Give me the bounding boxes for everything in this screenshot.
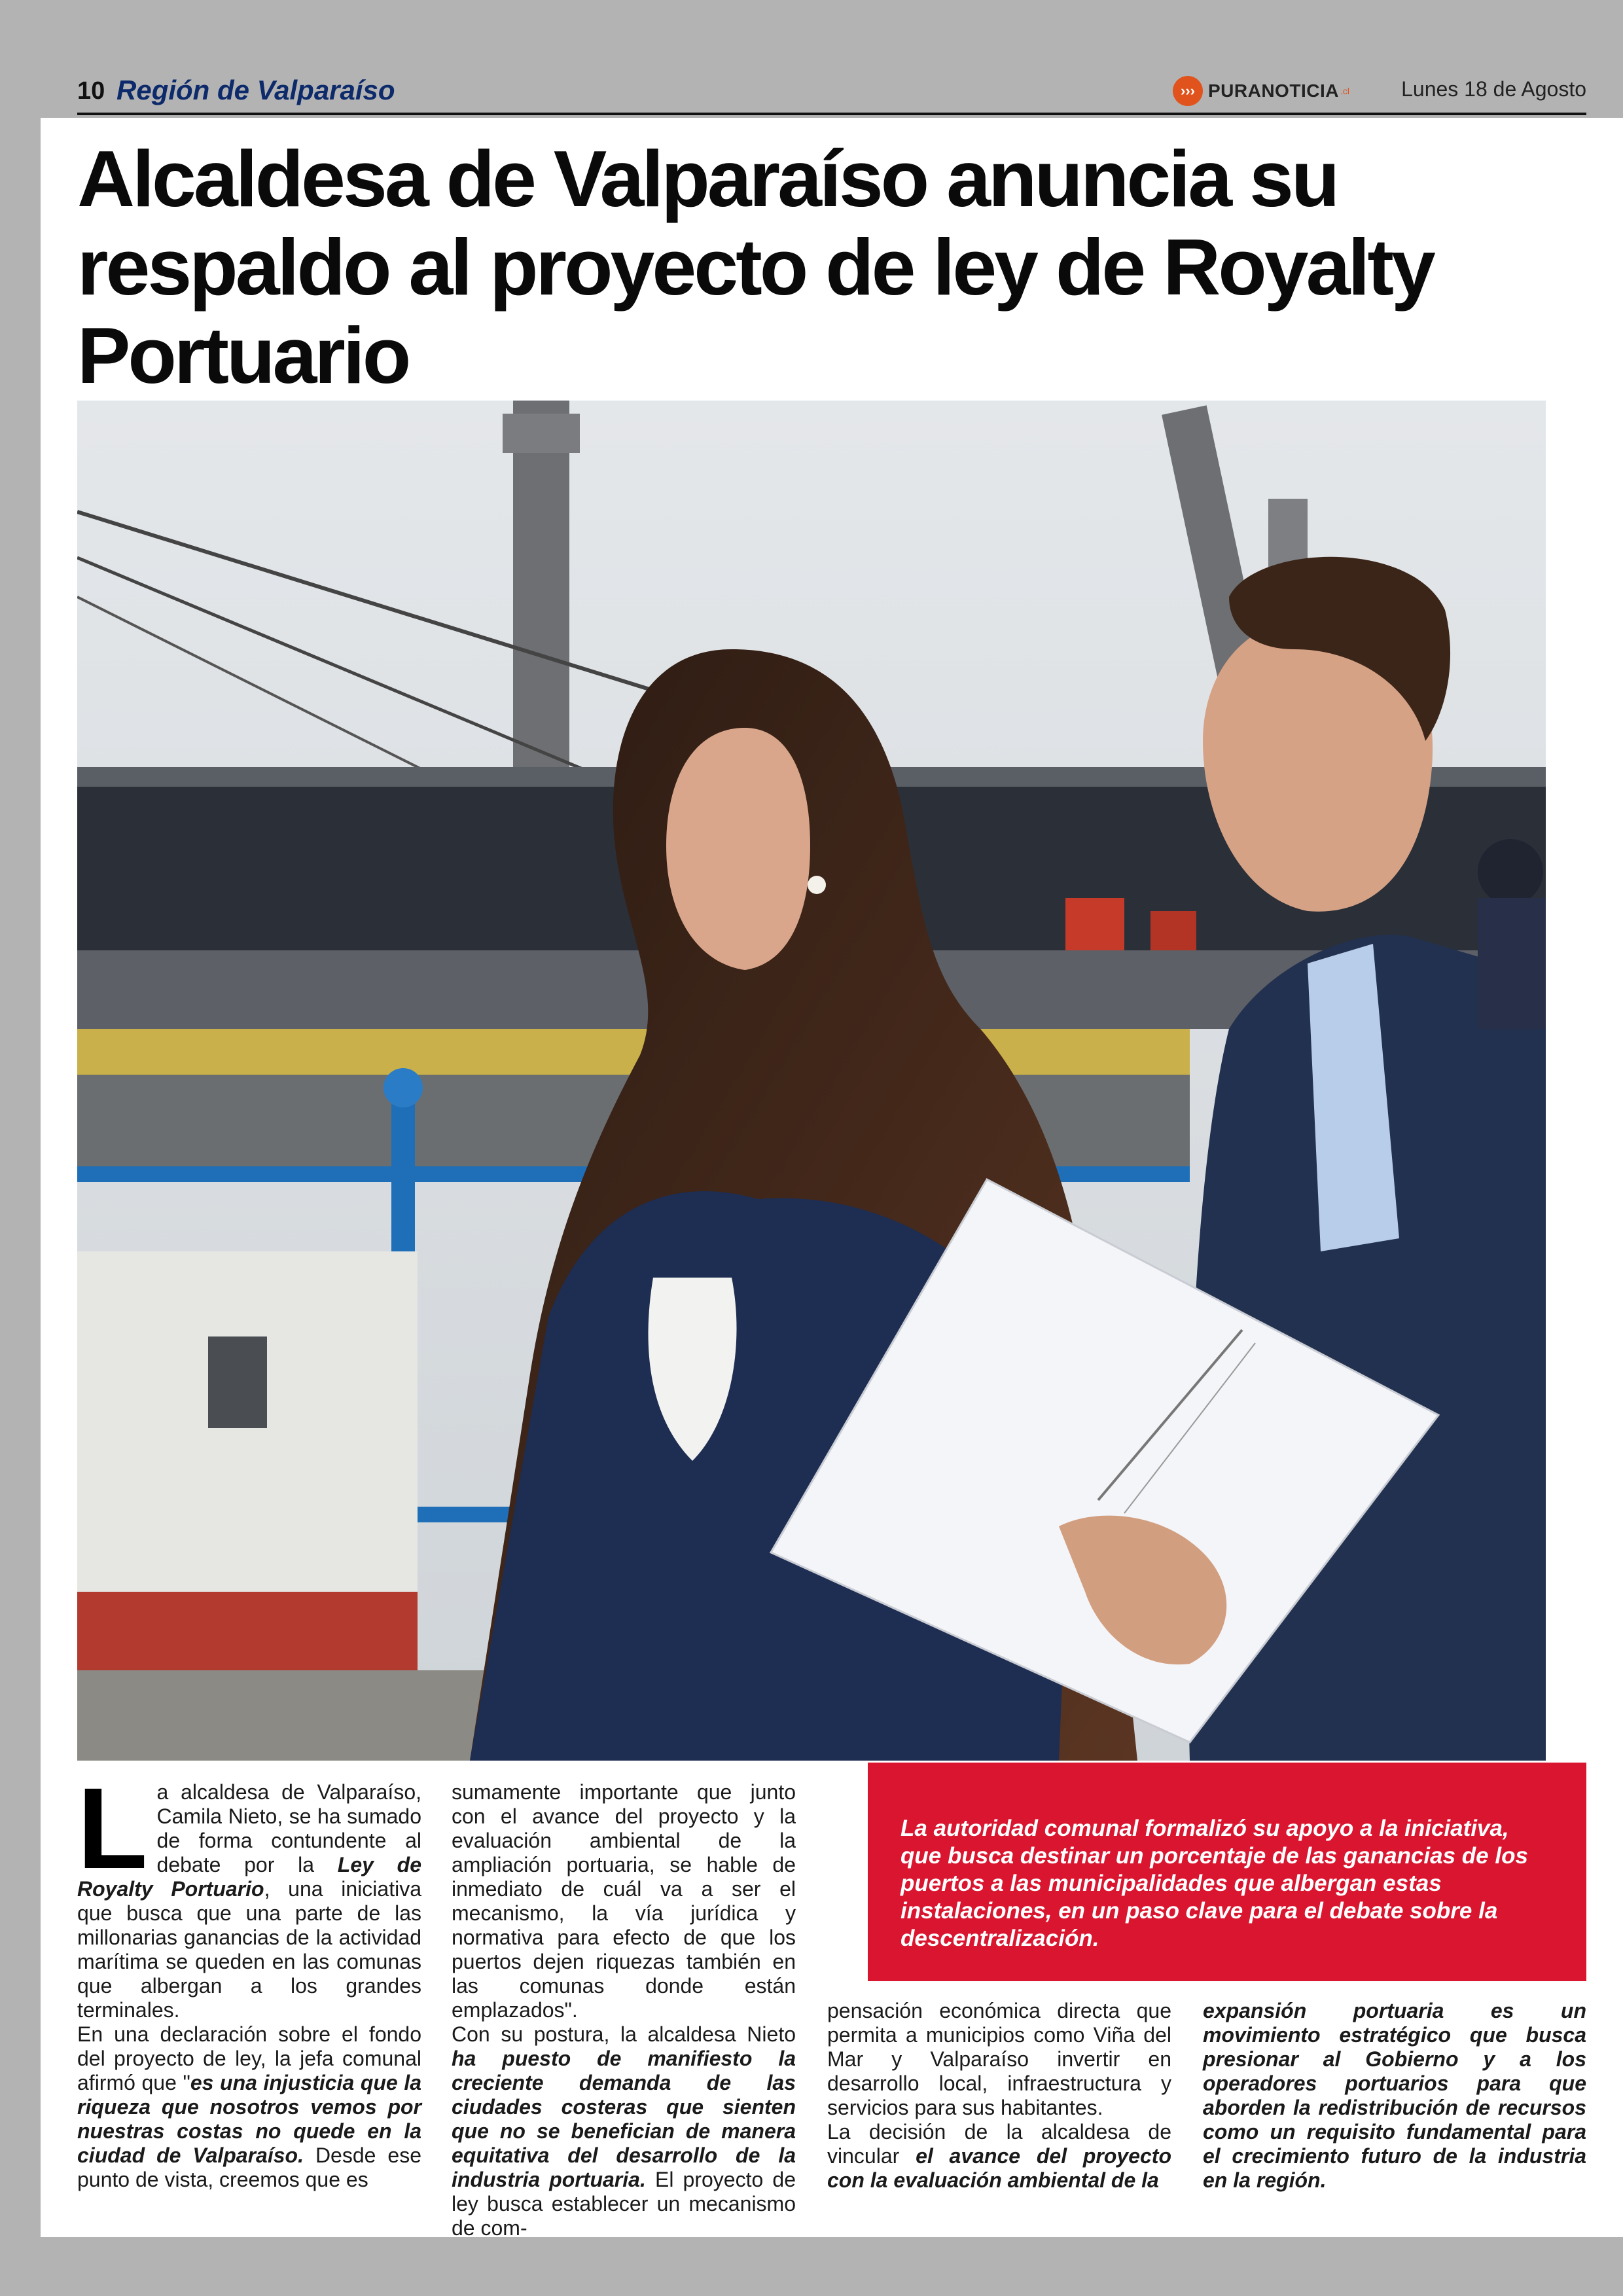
article-column-1 <box>77 1765 422 2192</box>
article-column-4 <box>1203 1999 1586 2193</box>
paragraph: sumamente importante que junto con el avance del proyecto y la evaluación ambiental de la ampliación portuaria, se hable de inmediato de cuál va a ser el mecanismo, la vía jurídica y normativa para efecto de que los puertos dejen riquezas también en las comunas donde están emplazados". <box>452 1780 796 2022</box>
text: En una declaración sobre el fondo del proyecto de ley, la jefa comunal afirmó que " <box>77 2022 421 2094</box>
text: , una iniciativa que busca que una parte de las millonarias ganancias de la actividad marítima se queden en las comunas que albergan a los grandes terminales. <box>77 1877 422 2022</box>
paragraph: pensación económica directa que permita a municipios como Viña del Mar y Valparaíso invertir en desarrollo local, infraestructura y servicios para sus habitantes. <box>827 1999 1171 2119</box>
pull-quote: La autoridad comunal formalizó su apoyo a la iniciativa, que busca destinar un porcentaje de las ganancias de los puertos a las municipalidades que albergan estas instalaciones, en un paso clave para el debate sobre la descentralización. <box>868 1763 1586 1981</box>
newspaper-page <box>41 0 1623 2240</box>
bold-text: es una injusticia que la riqueza que nosotros vemos por nuestras costas no quede en la ciudad de Valparaíso. <box>77 2071 422 2167</box>
section-title: Región de Valparaíso <box>116 75 395 105</box>
text: El proyecto de ley busca establecer un mecanismo de com- <box>452 2168 796 2240</box>
text: a alcaldesa de Valparaíso, Camila Nieto, se ha sumado de forma contundente al debate por la <box>156 1780 421 1876</box>
text: Desde ese punto de vista, creemos que es <box>77 2144 421 2191</box>
paragraph <box>452 2022 796 2240</box>
paragraph <box>827 2120 1171 2193</box>
dropcap: L <box>77 1765 148 1893</box>
brand-name: PURANOTICIA <box>1208 81 1339 101</box>
header-rule <box>77 113 1586 115</box>
article-photo <box>77 401 1546 1761</box>
paragraph: expansión portuaria es un movimiento estratégico que busca presionar al Gobierno y a los operadores portuarios para que aborden la redistribución de recursos como un requisito fundamental para el crecimiento futuro de la industria en la región. <box>1203 1999 1586 2192</box>
issue-date: Lunes 18 de Agosto <box>1401 77 1586 101</box>
brand-tld: .cl <box>1340 86 1349 96</box>
bold-text: el avance del proyecto con la evaluación ambiental de la <box>827 2144 1172 2192</box>
text: La decisión de la alcaldesa de vincular <box>827 2120 1171 2168</box>
headline: Alcaldesa de Valparaíso anuncia su respaldo al proyecto de ley de Royalty Portuario <box>77 134 1433 400</box>
paragraph <box>77 1765 422 2022</box>
bold-text: ha puesto de manifiesto la creciente demanda de las ciudades costeras que sienten que no se benefician de manera equitativa del desarrollo de la industria portuaria. <box>452 2047 796 2191</box>
article-column-3 <box>827 1999 1171 2193</box>
page-number: 10 <box>77 77 105 105</box>
article-column-2 <box>452 1780 796 2240</box>
chevrons-icon: ››› <box>1173 76 1203 106</box>
paragraph <box>77 2022 421 2192</box>
text: Con su postura, la alcaldesa Nieto <box>452 2022 796 2046</box>
bold-text: Ley de Royalty Portuario <box>77 1853 422 1901</box>
brand-logo <box>1173 76 1349 106</box>
